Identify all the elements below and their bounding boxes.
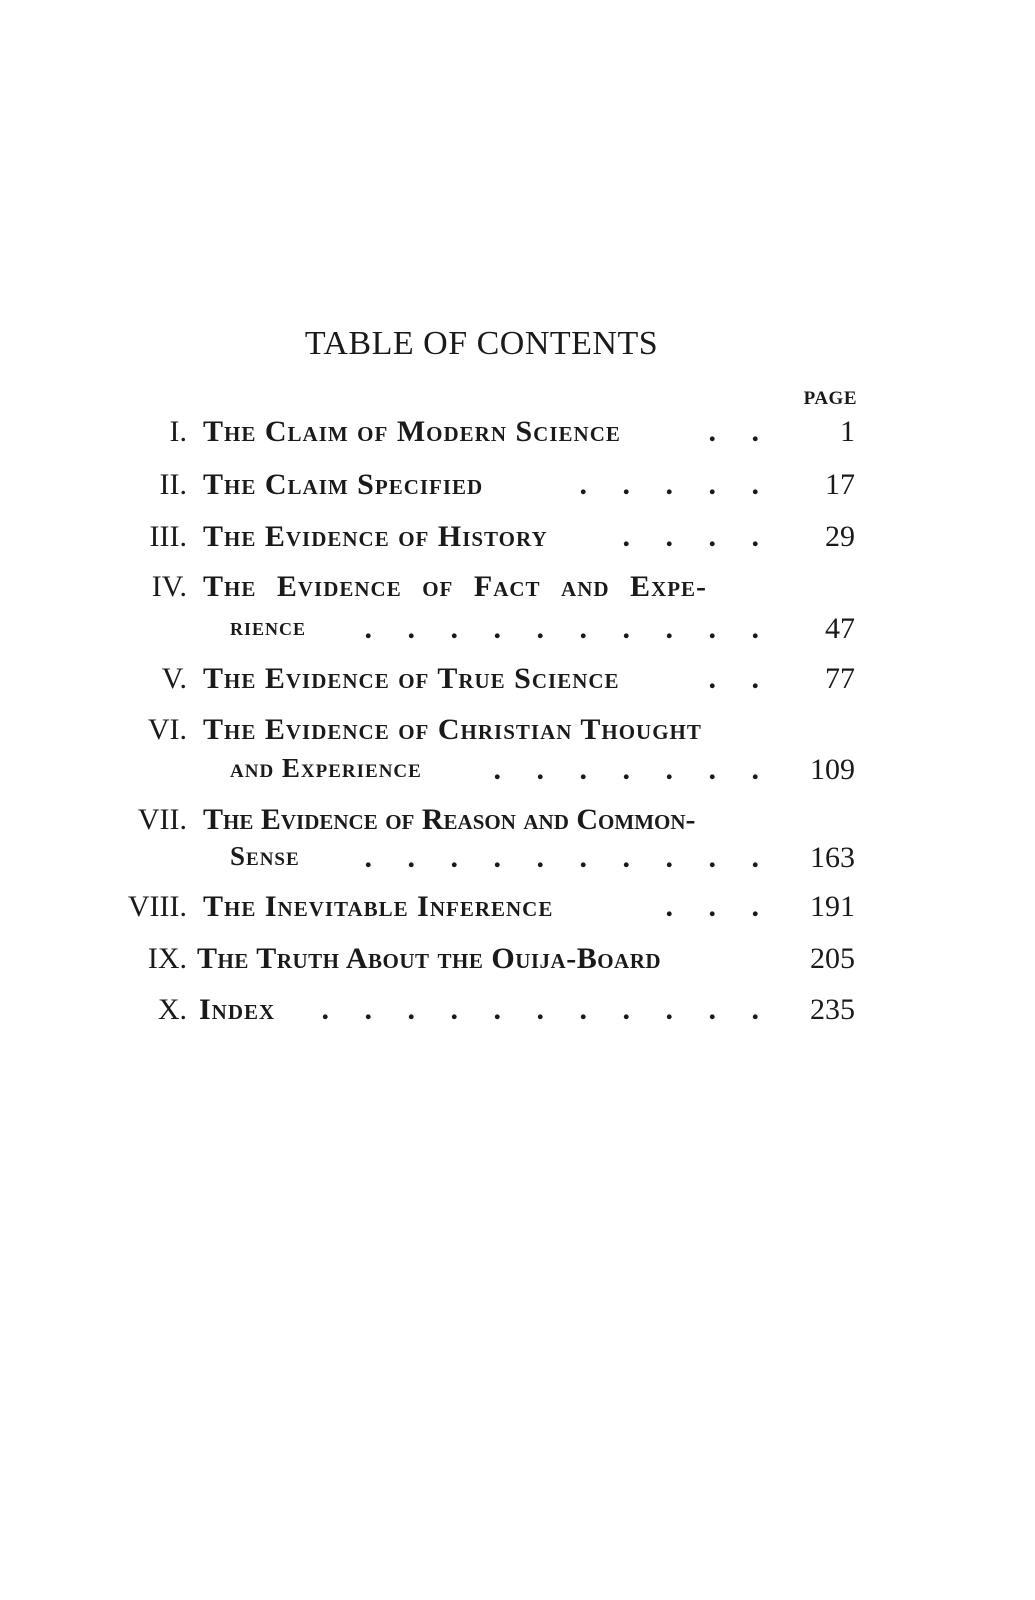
chapter-title: The Claim of Modern Science — [203, 415, 621, 448]
chapter-title: The Evidence of History — [203, 520, 548, 553]
toc-entry — [0, 662, 1035, 710]
chapter-numeral: VII. — [137, 803, 187, 836]
chapter-numeral: IV. — [151, 570, 187, 603]
toc-entry — [0, 570, 1035, 618]
toc-entry — [0, 942, 1035, 990]
dot-leader: . . . . . . . . . . — [364, 612, 773, 645]
dot-leader: . . . . . . . . . . . — [321, 993, 773, 1026]
chapter-numeral: V. — [161, 662, 187, 695]
dot-leader: . . — [708, 415, 773, 448]
chapter-title: The Inevitable Inference — [203, 890, 554, 923]
dot-leader: . . . — [665, 890, 773, 923]
page-number: 77 — [825, 662, 855, 695]
dot-leader: . . — [708, 662, 773, 695]
toc-entry — [0, 890, 1035, 938]
page-number: 109 — [810, 753, 855, 786]
chapter-title: The Truth About the Ouija-Board — [197, 942, 662, 975]
toc-entry — [0, 415, 1035, 463]
page-number: 1 — [840, 415, 855, 448]
page-column-header: PAGE — [803, 388, 857, 409]
toc-entry-continuation — [0, 841, 1035, 889]
page-number: 191 — [810, 890, 855, 923]
dot-leader: . . . . . . . . . . — [364, 841, 773, 874]
chapter-title: Index — [199, 993, 276, 1026]
chapter-title-continued: and Experience — [230, 753, 422, 783]
chapter-numeral: III. — [149, 520, 187, 553]
toc-entry-continuation — [0, 612, 1035, 660]
chapter-title: The Evidence of True Science — [203, 662, 620, 695]
chapter-title-continued: Sense — [230, 841, 300, 871]
page-number: 235 — [810, 993, 855, 1026]
toc-entry — [0, 468, 1035, 516]
page-number: 47 — [825, 612, 855, 645]
chapter-numeral: IX. — [147, 942, 187, 975]
chapter-title: The Evidence of Christian Thought — [203, 713, 702, 746]
chapter-title-continued: rience — [230, 612, 307, 641]
page-title: TABLE OF CONTENTS — [304, 325, 659, 362]
toc-entry — [0, 520, 1035, 568]
page-number: 163 — [810, 841, 855, 874]
dot-leader: . . . . . . . — [493, 753, 773, 786]
chapter-numeral: VIII. — [127, 890, 187, 923]
chapter-title: The Claim Specified — [203, 468, 484, 501]
page-number: 29 — [825, 520, 855, 553]
chapter-numeral: I. — [169, 415, 187, 448]
dot-leader: . . . . — [622, 520, 773, 553]
dot-leader: . . . . . — [579, 468, 773, 501]
chapter-title: The Evidence of Fact and Expe- — [203, 570, 708, 603]
page-number: 17 — [825, 468, 855, 501]
chapter-numeral: VI. — [147, 713, 187, 746]
chapter-numeral: X. — [157, 993, 187, 1026]
toc-entry-continuation — [0, 753, 1035, 801]
toc-entry — [0, 993, 1035, 1041]
chapter-title: The Evidence of Reason and Common- — [203, 803, 696, 836]
page-number: 205 — [810, 942, 855, 975]
chapter-numeral: II. — [159, 468, 187, 501]
